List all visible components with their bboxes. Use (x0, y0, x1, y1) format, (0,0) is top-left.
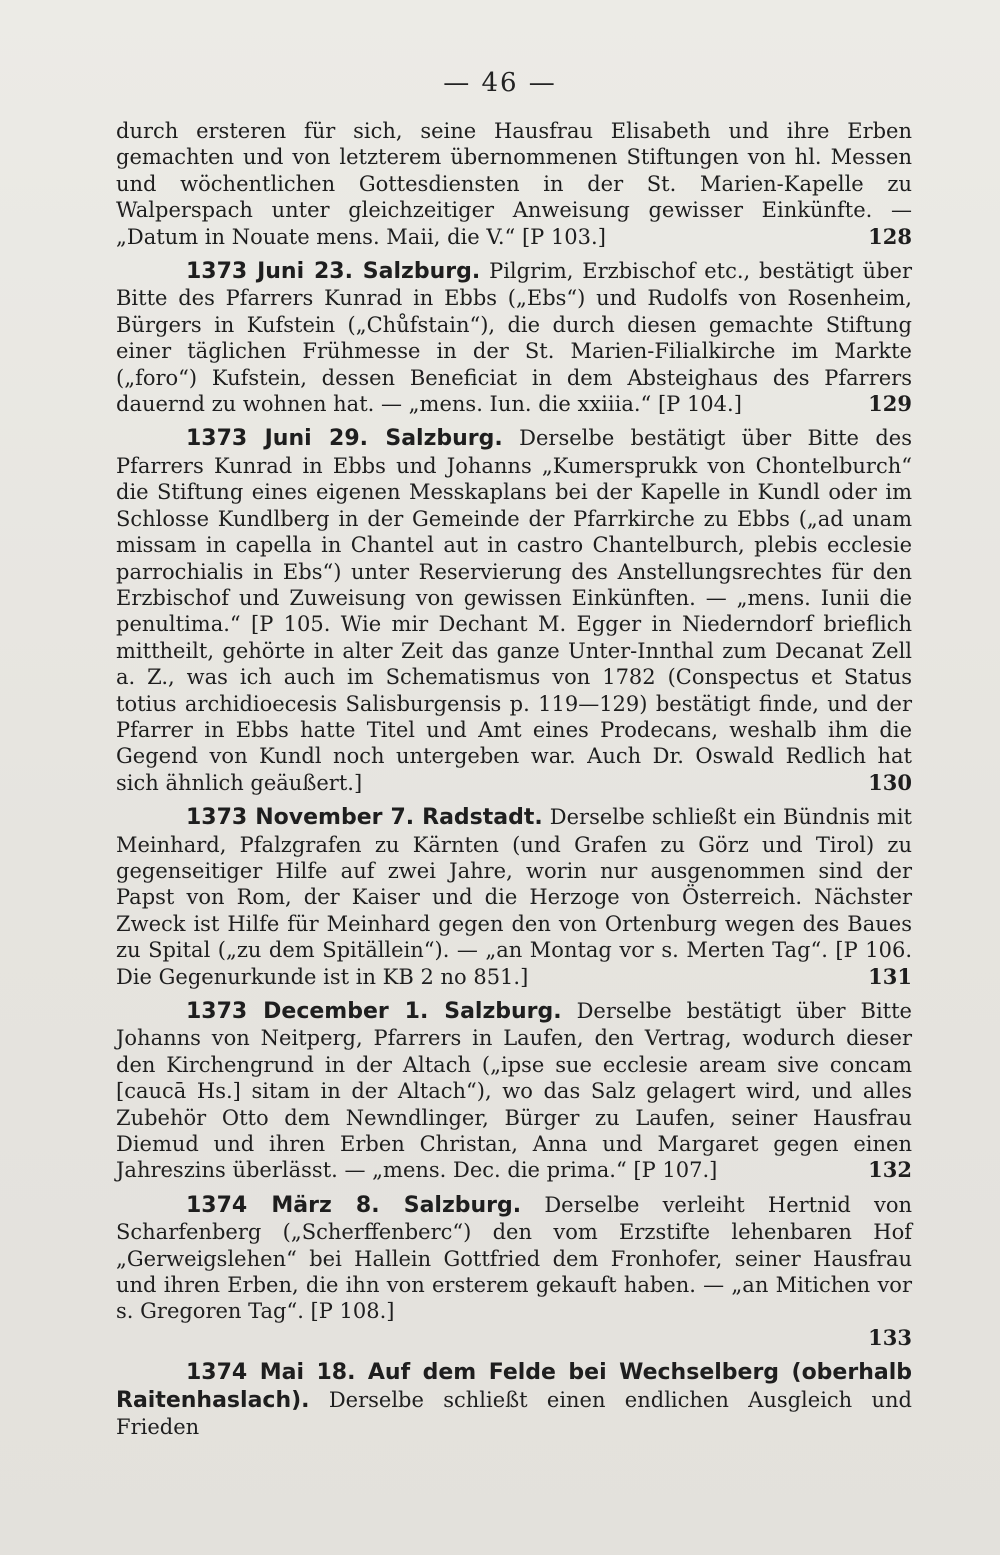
entry-text: Derselbe verleiht Hertnid von Scharfenberg („Scherffenberc“) den vom Erzstifte lehenbaren Hof „Gerweigslehen“ bei Hallein Gottfried dem Fronhofer, seiner Hausfrau und ihren Erben, die ihn von ersterem gekauft haben. — „an Mitichen vor s. Gregoren Tag“. [P 108.] (116, 1192, 912, 1324)
entry-number: 128 (868, 223, 912, 249)
entry-heading: 1373 December 1. Salzburg. (186, 999, 562, 1024)
entry-130 (116, 425, 912, 796)
entry-text: Derselbe bestätigt über Bitte des Pfarrers Kunrad in Ebbs und Johanns „Kumersprukk von Chontelburch“ die Stiftung eines eigenen Messkaplans bei der Kapelle in Kundl oder im Schlosse Kundlberg in der Gemeinde der Pfarrkirche zu Ebbs („ad unam missam in capella in Chantel aut in castro Chantelburch, plebis ecclesie parrochialis in Ebs“) unter Reservierung des Anstellungsrechtes für den Erzbischof und Zuweisung von gewissen Einkünften. — „mens. Iunii die penultima.“ [P 105. Wie mir Dechant M. Egger in Niederndorf brieflich mittheilt, gehörte in alter Zeit das ganze Unter-Innthal zum Decanat Zell a. Z., was ich auch im Schematismus von 1782 (Conspectus et Status totius archidioecesis Salisburgensis p. 119—129) bestätigt finde, und der Pfarrer in Ebbs hatte Titel und Amt eines Prodecans, weshalb ihm die Gegend von Kundl noch untergeben war. Auch Dr. Oswald Redlich hat sich ähnlich geäußert.] (116, 426, 912, 795)
entry-heading: 1373 Juni 29. Salzburg. (186, 426, 503, 452)
entry-text: Derselbe schließt einen endlichen Ausgleich und Frieden (116, 1387, 912, 1440)
entry-text: Derselbe schließt ein Bündnis mit Meinhard, Pfalzgrafen zu Kärnten (und Grafen zu Görz und Tirol) zu gegenseitiger Hilfe auf zwei Jahre, worin nur ausgenommen sind der Papst von Rom, der Kaiser und die Herzoge von Österreich. Nächster Zweck ist Hilfe für Meinhard gegen den von Ortenburg wegen des Baues zu Spital („zu dem Spitällein“). — „an Montag vor s. Merten Tag“. [P 106. Die Gegenurkunde ist in KB 2 no 851.] (116, 805, 912, 989)
entry-133 (116, 1192, 912, 1351)
page-number: — 46 — (443, 68, 557, 98)
entry-number: 130 (868, 769, 912, 795)
entry-129 (116, 258, 912, 417)
entry-number: 131 (868, 963, 912, 989)
entry-131 (116, 804, 912, 990)
entry-text: Pilgrim, Erzbischof etc., bestätigt über Bitte des Pfarrers Kunrad in Ebbs („Ebs“) und Rudolfs von Rosenheim, Bürgers in Kufstein („Chůfstain“), die durch diesen gemachte Stiftung einer täglichen Frühmesse in der St. Marien-Filialkirche im Markte („foro“) Kufstein, dessen Beneficiat in dem Absteighaus des Pfarrers dauernd zu wohnen hat. — „mens. Iun. die xxiiia.“ [P 104.] (116, 259, 912, 417)
document-body (116, 118, 912, 1441)
entry-heading: 1374 Mai 18. Auf dem Felde bei Wechselberg (oberhalb Raitenhaslach). (116, 1360, 912, 1413)
entry-number: 129 (868, 391, 912, 417)
entry-text: durch ersteren für sich, seine Hausfrau Elisabeth und ihre Erben gemachten und von letzterem übernommenen Stiftungen von hl. Messen und wöchentlichen Gottesdiensten in der St. Marien-Kapelle zu Walperspach unter gleichzeitiger Anweisung gewisser Einkünfte. — „Datum in Nouate mens. Maii, die V.“ [P 103.] (116, 119, 912, 249)
entry-number: 133 (868, 1324, 912, 1350)
entry-heading: 1373 November 7. Radstadt. (186, 805, 543, 831)
entry-number: 132 (868, 1157, 912, 1183)
entry-text: Derselbe bestätigt über Bitte Johanns von Neitperg, Pfarrers in Laufen, den Vertrag, wodurch dieser den Kirchengrund in der Altach („ipse sue ecclesie aream sive concam [caucā Hs.] sitam in der Altach“), wo das Salz gelagert wird, und alles Zubehör Otto dem Newndlinger, Bürger zu Laufen, seiner Hausfrau Diemud und ihren Erben Christan, Anna und Margaret gegen einen Jahreszins überlässt. — „mens. Dec. die prima.“ [P 107.] (116, 999, 912, 1183)
entry-128 (116, 118, 912, 250)
entry-heading: 1374 März 8. Salzburg. (186, 1192, 522, 1218)
entry-132 (116, 998, 912, 1184)
entry-134 (116, 1359, 912, 1440)
entry-heading: 1373 Juni 23. Salzburg. (186, 259, 481, 285)
